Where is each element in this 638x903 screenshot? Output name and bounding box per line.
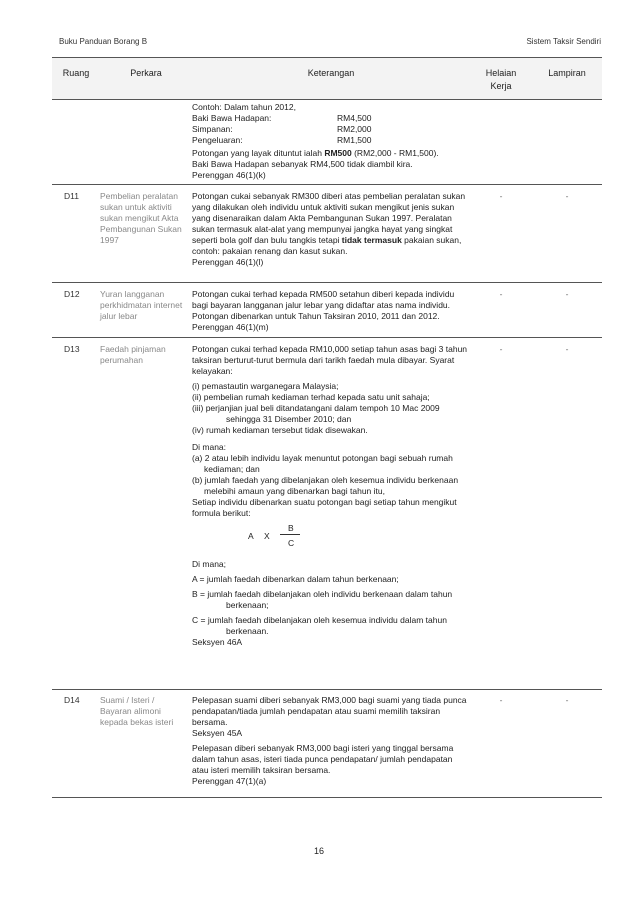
section-ref: Seksyen 45A <box>192 728 243 738</box>
row-code: D14 <box>64 695 80 705</box>
table-row-continuation <box>52 100 602 185</box>
header-right: Sistem Taksir Sendiri <box>526 37 601 46</box>
kv-value: RM1,500 <box>337 135 372 145</box>
row-helaian: - <box>499 695 503 705</box>
kv-value: RM2,000 <box>337 124 372 134</box>
row-code: D13 <box>64 344 80 354</box>
row-item: Suami / Isteri / Bayaran alimoni kepada bekas isteri <box>100 695 174 727</box>
definition: B = jumlah faedah dibelanjakan oleh individu berkenaan dalam tahun berkenaan; <box>192 589 453 610</box>
paragraph-ref: Perenggan 47(1)(a) <box>192 776 267 786</box>
row-lampiran: - <box>565 191 569 201</box>
row-desc: Potongan cukai sebanyak RM300 diberi atas pembelian peralatan sukan yang dilakukan oleh individu untuk aktiviti sukan mengikut jenis sukan yang disenaraikan dalam Akta Pembangunan Sukan 1997. Peralatan sukan termasuk alat-alat yang mempunyai jangka hayat yang singkat seperti bola golf dan bulu tangkis tetapi tidak termasuk pakaian sukan, contoh: pakaian renang dan kasut sukan. Perenggan 46(1)(l) <box>192 191 470 282</box>
condition: (iv) rumah kediaman tersebut tidak disewakan. <box>192 425 368 435</box>
formula <box>192 523 470 553</box>
section-ref: Seksyen 46A <box>192 637 243 647</box>
paragraph-ref: Perenggan 46(1)(l) <box>192 257 264 267</box>
where-label: Di mana: <box>192 442 227 452</box>
row-code: D11 <box>64 191 79 201</box>
row-helaian: - <box>499 289 503 299</box>
formula-intro: Setiap individu dibenarkan suatu potongan bagi setiap tahun mengikut formula berikut: <box>192 497 457 518</box>
row-desc: Potongan cukai terhad kepada RM500 setahun diberi kepada individu bagi bayaran langganan jalur lebar yang didaftar atas nama individu. Potongan dibenarkan untuk Tahun Taksiran 2010, 2011 dan 2012. Perenggan 46(1)(m) <box>192 289 455 332</box>
formula-c: C <box>288 538 295 548</box>
header-left: Buku Panduan Borang B <box>59 37 148 46</box>
condition: (iii) perjanjian jual beli ditandatangani dalam tempoh 10 Mac 2009 sehingga 31 Disember 2010; dan <box>192 403 440 424</box>
where-label: Di mana; <box>192 559 227 569</box>
kv-key: Pengeluaran: <box>192 135 243 145</box>
row-helaian: - <box>499 191 503 201</box>
formula-a: A <box>248 531 254 541</box>
col-keterangan: Keterangan <box>307 68 355 78</box>
row-desc <box>192 695 470 797</box>
formula-x: X <box>264 531 270 541</box>
d13-intro: Potongan cukai terhad kepada RM10,000 setiap tahun asas bagi 3 tahun taksiran berturut-turut bermula dari tarikh faedah mula dibayar. Syarat kelayakan: <box>192 344 468 376</box>
table-row-d11 <box>52 185 602 283</box>
row-lampiran: - <box>565 344 569 354</box>
wife-relief: Pelepasan diberi sebanyak RM3,000 bagi isteri yang tinggal bersama dalam tahun asas, isteri tiada punca pendapatan/ jumlah pendapatan atau isteri memilih taksiran bersama. <box>192 743 454 775</box>
row-lampiran: - <box>565 695 569 705</box>
condition: (ii) pembelian rumah kediaman terhad kepada satu unit sahaja; <box>192 392 430 402</box>
kv-key: Baki Bawa Hadapan: <box>192 113 272 123</box>
row-helaian: - <box>499 344 503 354</box>
paragraph-ref: Perenggan 46(1)(k) <box>192 170 266 180</box>
col-perkara: Perkara <box>130 68 162 78</box>
col-ruang: Ruang <box>62 68 90 78</box>
kv-value: RM4,500 <box>337 113 372 123</box>
guide-table <box>52 57 602 798</box>
row-item: Faedah pinjaman perumahan <box>100 344 166 365</box>
row-code: D12 <box>64 289 80 299</box>
carry-forward-note: Baki Bawa Hadapan sebanyak RM4,500 tidak diambil kira. <box>192 159 413 169</box>
col-helaian-kerja: Helaian Kerja <box>485 68 517 91</box>
definition: A = jumlah faedah dibenarkan dalam tahun berkenaan; <box>192 574 399 584</box>
table-row-d14 <box>52 690 602 798</box>
table-header <box>52 58 602 100</box>
table-row-d13 <box>52 338 602 690</box>
continuation-desc <box>192 100 470 184</box>
kv-key: Simpanan: <box>192 124 233 134</box>
condition: (i) pemastautin warganegara Malaysia; <box>192 381 339 391</box>
case: (a) 2 atau lebih individu layak menuntut potongan bagi sebuah rumah kediaman; dan <box>192 453 453 474</box>
page-number: 16 <box>313 846 324 856</box>
row-item: Yuran langganan perkhidmatan internet jalur lebar <box>100 289 183 321</box>
husband-relief: Pelepasan suami diberi sebanyak RM3,000 bagi suami yang tiada punca pendapatan/tiada jumlah pendapatan atau suami memilih taksiran bersama. <box>192 695 467 727</box>
row-lampiran: - <box>565 289 569 299</box>
case: (b) jumlah faedah yang dibelanjakan oleh kesemua individu berkenaan melebihi amaun yang dibenarkan bagi tahun itu, <box>192 475 459 496</box>
example-intro: Contoh: Dalam tahun 2012, <box>192 102 296 112</box>
row-desc <box>192 344 470 689</box>
col-lampiran: Lampiran <box>548 68 586 78</box>
formula-b: B <box>288 523 294 533</box>
row-item: Pembelian peralatan sukan untuk aktiviti sukan mengikut Akta Pembangunan Sukan 1997 <box>100 191 182 245</box>
deduction-text: Potongan yang layak dituntut ialah RM500 (RM2,000 - RM1,500). <box>192 148 439 158</box>
fraction-bar <box>280 534 300 535</box>
definition: C = jumlah faedah dibelanjakan oleh kesemua individu dalam tahun berkenaan. <box>192 615 447 636</box>
table-row-d12 <box>52 283 602 338</box>
